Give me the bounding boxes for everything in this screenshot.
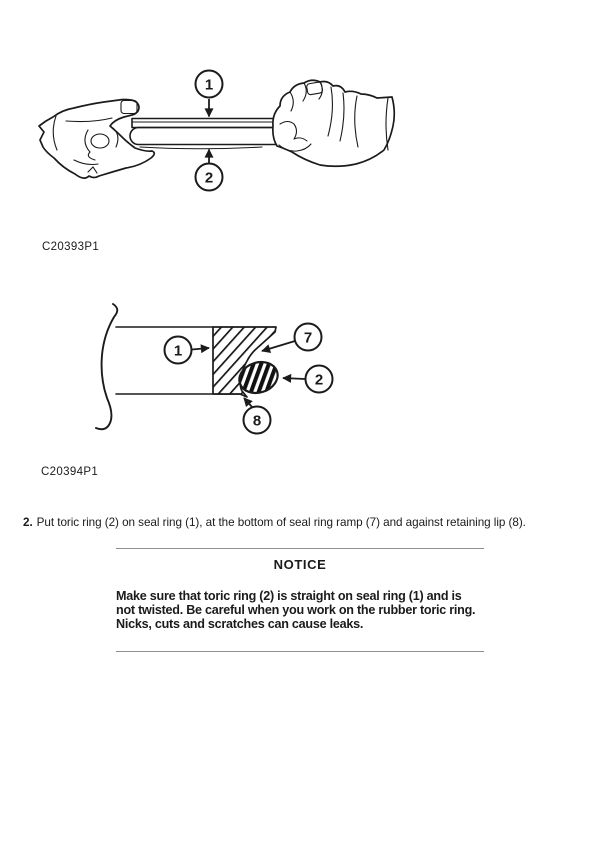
notice-body: [116, 589, 475, 632]
callout-toric-label: 2: [314, 371, 324, 389]
notice-line-3: Nicks, cuts and scratches can cause leaks.: [116, 617, 364, 632]
callout-ramp-label: 7: [303, 329, 313, 347]
step-instruction: [23, 516, 526, 529]
notice-rule-bottom: [116, 651, 484, 652]
seal-ring-band: [130, 119, 289, 149]
figure-caption-2: C20394P1: [41, 466, 99, 478]
step-text: Put toric ring (2) on seal ring (1), at the bottom of seal ring ramp (7) and against retaining lip (8).: [36, 516, 526, 529]
callout-seal-ring: [165, 337, 210, 364]
left-hand: [39, 100, 154, 179]
notice-rule-top: [116, 548, 484, 549]
figure-caption-1: C20393P1: [42, 241, 100, 253]
notice-line-1: Make sure that toric ring (2) is straight on seal ring (1) and is: [116, 589, 462, 603]
callout-seal-label: 1: [173, 342, 183, 360]
callout-1-label: 1: [204, 76, 214, 94]
callout-2: [196, 150, 223, 191]
callout-toric-ring: [283, 366, 333, 393]
right-hand: [273, 80, 394, 166]
callout-2-label: 2: [204, 169, 214, 187]
callout-lip-label: 8: [252, 412, 262, 430]
notice-line-2: not twisted. Be careful when you work on the rubber toric ring.: [116, 603, 476, 618]
step-number: 2.: [23, 516, 33, 529]
figure-stretch-seal-ring: [30, 60, 400, 205]
callout-retaining-lip: [244, 398, 271, 434]
break-line: [96, 304, 117, 429]
toric-ring-stippled: [130, 128, 289, 145]
figure-cross-section: [85, 298, 345, 443]
notice-title: NOTICE: [273, 557, 327, 572]
callout-1: [196, 71, 223, 117]
